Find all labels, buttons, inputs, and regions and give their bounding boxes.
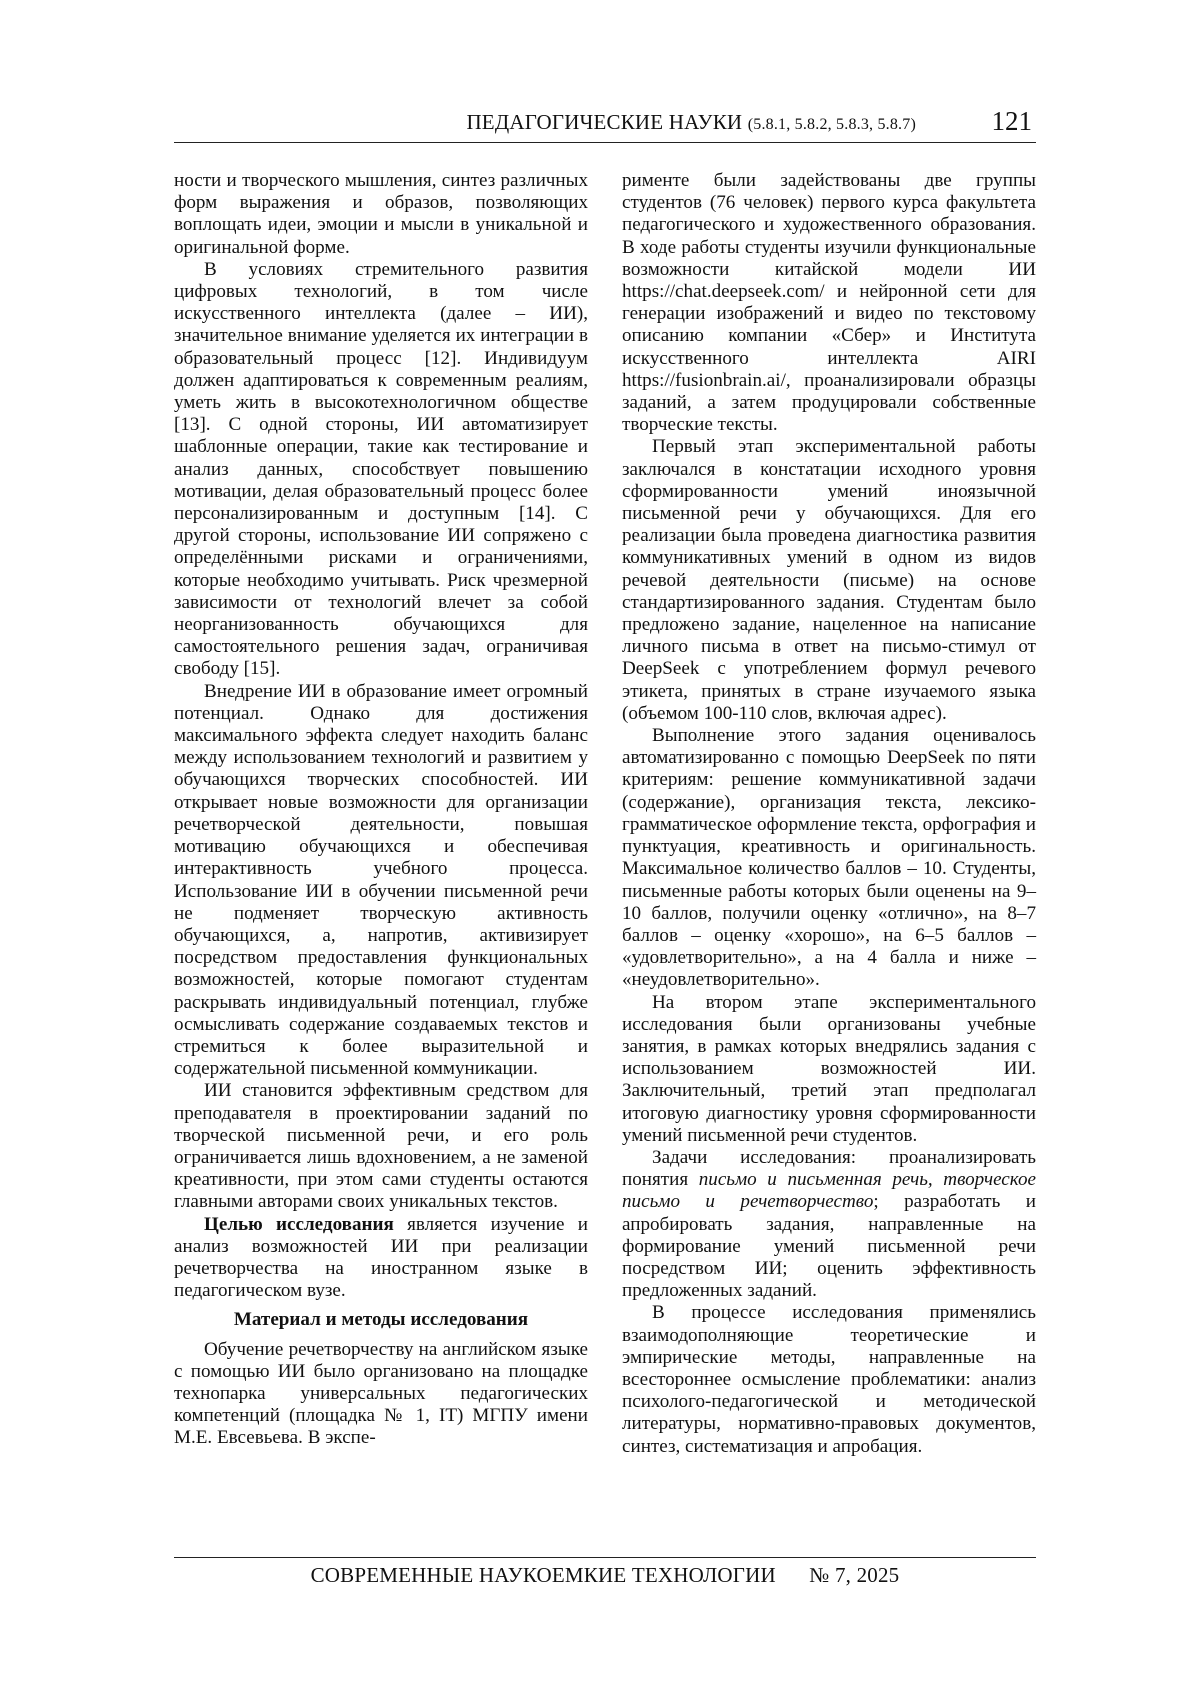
tasks-text-start: Задачи исследования: проанализировать понятия <box>622 1146 1036 1191</box>
paragraph: Первый этап экспериментальной работы заключался в констатации исходного уровня сформированности умений иноязычной письменной речи у обучающихся. Для его реализации была проведена диагностика развития коммуникативных умений в одном из видов речевой деятельности (письме) на основе стандартизированного задания. Студентам было предложено задание, нацеленное на написание личного письма в ответ на письмо-стимул от DeepSeek с употреблением формул речевого этикета, принятых в стране изучаемого языка (объемом 100-110 слов, включая адрес). <box>622 436 1036 724</box>
tasks-italic-terms: письмо и письменная речь, творческое письмо и речетворчество <box>622 1169 1036 1213</box>
running-header <box>174 108 1036 143</box>
left-column <box>174 170 588 1450</box>
header-section-title <box>466 110 916 135</box>
section-title: ПЕДАГОГИЧЕСКИЕ НАУКИ <box>466 110 743 134</box>
paragraph: В процессе исследования применялись взаимодополняющие теоретические и эмпирические методы, направленные на всестороннее осмысление проблематики: анализ психолого-педагогической и методической литературы, нормативно-правовых документов, синтез, систематизация и апробация. <box>622 1302 1036 1457</box>
paragraph: ИИ становится эффективным средством для преподавателя в проектировании заданий по творческой письменной речи, и его роль ограничивается лишь вдохновением, а не заменой креативности, при этом сами студенты остаются главными авторами своих уникальных текстов. <box>174 1080 588 1213</box>
paragraph: ности и творческого мышления, синтез различных форм выражения и образов, позволяющих воплощать идеи, эмоции и мысли в уникальной и оригинальной форме. <box>174 170 588 258</box>
tasks-text-end: ; разработать и апробировать задания, направленные на формирование умений письменной речи посредством ИИ; оценить эффективность предложенных заданий. <box>622 1191 1036 1302</box>
paragraph: Выполнение этого задания оценивалось автоматизированно с помощью DeepSeek по пяти критериям: решение коммуникативной задачи (содержание), организация текста, лексико-грамматическое оформление текста, орфография и пунктуация, креативность и оригинальность. Максимальное количество баллов – 10. Студенты, письменные работы которых были оценены на 9–10 баллов, получили оценку «отлично», на 8–7 баллов – оценку «хорошо», на 6–5 баллов – «удовлетворительно», а на 4 балла и ниже – «неудовлетворительно». <box>622 725 1036 991</box>
footer-rule <box>174 1557 1036 1558</box>
page-number: 121 <box>991 106 1032 136</box>
section-codes: (5.8.1, 5.8.2, 5.8.3, 5.8.7) <box>747 116 916 133</box>
paragraph: Внедрение ИИ в образование имеет огромный потенциал. Однако для достижения максимального эффекта следует находить баланс между использованием технологий и развитием у обучающихся творческих способностей. ИИ открывает новые возможности для организации речетворческой деятельности, повышая мотивацию обучающихся и обеспечивая интерактивность учебного процесса. Использование ИИ в обучении письменной речи не подменяет творческую активность обучающихся, а, напротив, активизирует посредством предоставления функциональных возможностей, которые помогают студентам раскрывать индивидуальный потенциал, глубже осмысливать содержание создаваемых текстов и стремиться к более выразительной и содержательной письменной коммуникации. <box>174 680 588 1080</box>
goal-text: является изучение и анализ возможностей ИИ при реализации речетворчества на иностранном языке в педагогическом вузе. <box>174 1213 588 1302</box>
paragraph-tasks <box>622 1147 1036 1302</box>
journal-title: СОВРЕМЕННЫЕ НАУКОЕМКИЕ ТЕХНОЛОГИИ <box>310 1563 776 1587</box>
journal-issue: № 7, 2025 <box>809 1563 900 1587</box>
paragraph: рименте были задействованы две группы студентов (76 человек) первого курса факультета педагогического и художественного образования. В ходе работы студенты изучили функциональные возможности китайской модели ИИ https://chat.deepseek.com/ и нейронной сети для генерации изображений и видео по текстовому описанию компании «Сбер» и Института искусственного интеллекта AIRI https://fusionbrain.ai/, проанализировали образцы заданий, а затем продуцировали собственные творческие тексты. <box>622 170 1036 436</box>
right-column <box>622 170 1036 1458</box>
paragraph: Обучение речетворчеству на английском языке с помощью ИИ было организовано на площадке технопарка универсальных педагогических компетенций (площадка № 1, IT) МГПУ имени М.Е. Евсевьева. В экспе- <box>174 1338 588 1449</box>
section-heading: Материал и методы исследования <box>233 1309 529 1331</box>
goal-label: Целью исследования <box>204 1213 394 1235</box>
running-footer <box>174 1563 1036 1588</box>
paragraph-goal <box>174 1214 588 1303</box>
paragraph: В условиях стремительного развития цифровых технологий, в том числе искусственного интеллекта (далее – ИИ), значительное внимание уделяется их интеграции в образовательный процесс [12]. Индивидуум должен адаптироваться к современным реалиям, уметь жить в высокотехнологичном обществе [13]. С одной стороны, ИИ автоматизирует шаблонные операции, такие как тестирование и анализ данных, способствует повышению мотивации, делая образовательный процесс более персонализированным и доступным [14]. С другой стороны, использование ИИ сопряжено с определёнными рисками и ограничениями, которые необходимо учитывать. Риск чрезмерной зависимости от технологий влечет за собой неорганизованность обучающихся для самостоятельного решения задач, ограничивая свободу [15]. <box>174 258 588 680</box>
paragraph: На втором этапе экспериментального исследования были организованы учебные занятия, в рамках которых внедрялись задания с использованием возможностей ИИ. Заключительный, третий этап предполагал итоговую диагностику уровня сформированности умений письменной речи студентов. <box>622 991 1036 1146</box>
